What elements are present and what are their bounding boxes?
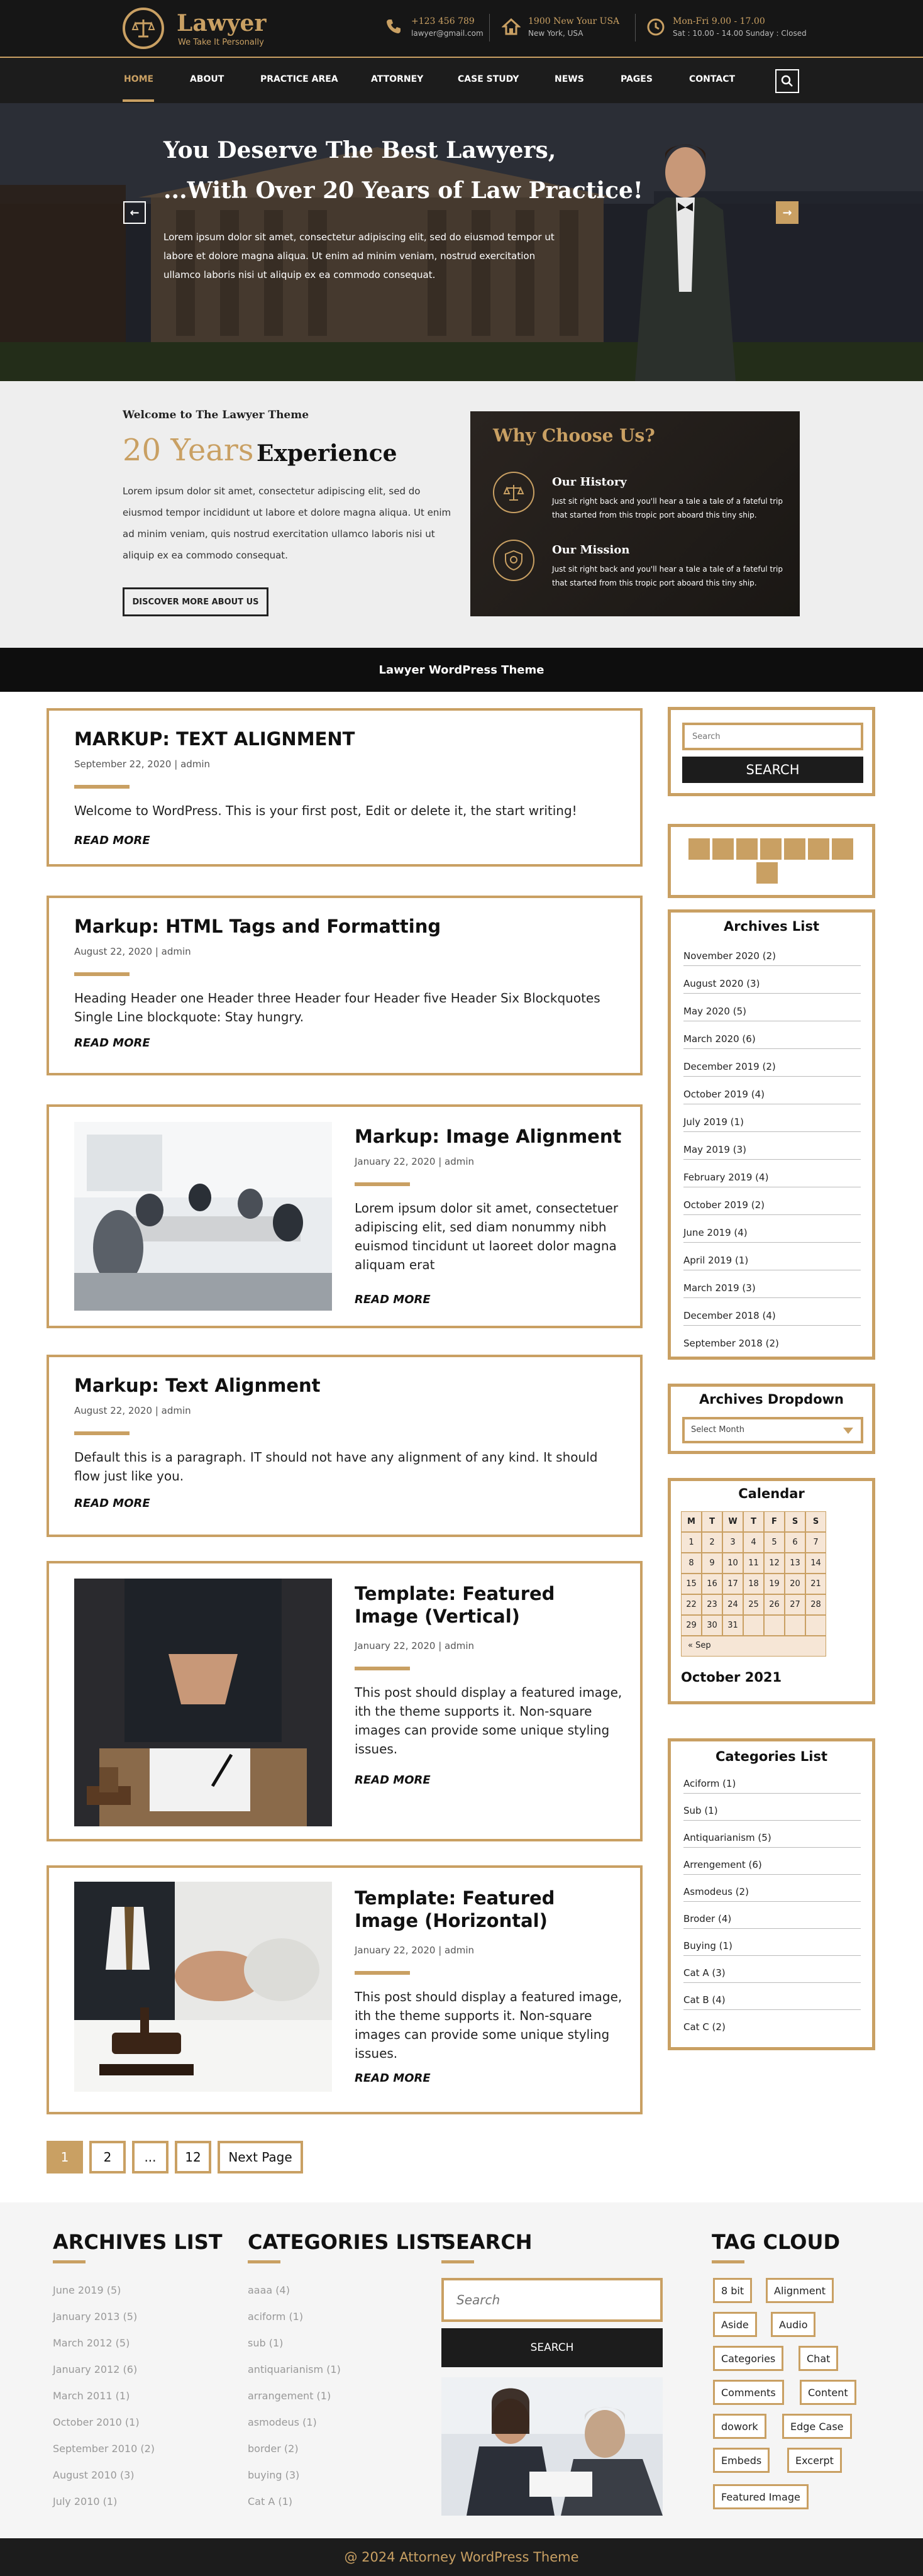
footer-divider [712, 2260, 744, 2263]
sidebar-search-input[interactable] [682, 723, 863, 750]
footer-archive-link[interactable]: October 2010 (1) [53, 2416, 140, 2428]
footer-divider [441, 2260, 474, 2263]
theme-banner: Lawyer WordPress Theme [0, 648, 923, 692]
calendar-day[interactable] [785, 1615, 805, 1636]
read-more-link[interactable]: READ MORE [355, 1774, 431, 1787]
post-title[interactable]: MARKUP: TEXT ALIGNMENT [74, 728, 355, 750]
tag-link[interactable]: Embeds [713, 2448, 770, 2473]
calendar-day[interactable]: 18 [743, 1574, 764, 1594]
post-divider [74, 972, 130, 976]
hero-description: Lorem ipsum dolor sit amet, consectetur adipiscing elit, sed do eiusmod tempor ut labore et dolore magna aliqua. Ut enim ad minim veniam, nostrud exercitation ullamco laboris nisi ut aliquip ex ea commodo consequat. [163, 231, 555, 280]
calendar-day[interactable]: 7 [805, 1532, 826, 1553]
category-link[interactable]: Broder (4) [683, 1913, 861, 1929]
calendar-day[interactable]: 11 [743, 1553, 764, 1574]
slider-next-arrow-icon[interactable]: → [776, 201, 799, 224]
post-meta: August 22, 2020 | admin [74, 1405, 191, 1416]
footer-archive-link[interactable]: January 2012 (6) [53, 2363, 138, 2375]
address-line1: 1900 New Your USA [528, 16, 620, 26]
nav-pages[interactable]: PAGES [621, 74, 653, 84]
calendar-day[interactable]: 14 [805, 1553, 826, 1574]
search-icon [781, 75, 793, 87]
category-link[interactable]: Asmodeus (2) [683, 1886, 861, 1902]
archive-link[interactable]: June 2019 (4) [683, 1227, 861, 1243]
history-text: Just sit right back and you'll hear a tale a tale of a fateful trip that started from this tropic port aboard this tiny ship. [552, 497, 783, 519]
post-meta: January 22, 2020 | admin [355, 1156, 475, 1167]
nav-search-button[interactable] [775, 69, 799, 93]
calendar-weekday: T [702, 1511, 722, 1532]
nav-practice-area[interactable]: PRACTICE AREA [260, 74, 338, 84]
footer-category-link[interactable]: aaaa (4) [248, 2284, 290, 2296]
calendar-day[interactable]: 25 [743, 1594, 764, 1615]
calendar-day[interactable]: 2 [702, 1532, 722, 1553]
gallery-block[interactable] [808, 838, 829, 860]
footer-tags-title: TAG CLOUD [712, 2230, 840, 2254]
history-title: Our History [552, 475, 627, 489]
post-title[interactable]: Markup: Image Alignment [355, 1126, 622, 1147]
calendar-day[interactable]: 20 [785, 1574, 805, 1594]
footer-category-link[interactable]: antiquarianism (1) [248, 2363, 341, 2375]
select-value: Select Month [691, 1425, 744, 1435]
calendar-day[interactable]: 22 [681, 1594, 702, 1615]
shield-icon [493, 540, 534, 581]
footer-category-link[interactable]: asmodeus (1) [248, 2416, 317, 2428]
post-image-handshake[interactable] [74, 1579, 332, 1826]
post-card [47, 1865, 643, 2114]
sidebar-archives-dropdown-widget [668, 1384, 875, 1454]
nav-attorney[interactable]: ATTORNEY [371, 74, 424, 84]
calendar-day[interactable]: 13 [785, 1553, 805, 1574]
clock-icon [646, 18, 666, 38]
scales-of-justice-icon [123, 8, 164, 49]
footer-search-title: SEARCH [441, 2230, 533, 2254]
post-title[interactable]: Markup: Text Alignment [74, 1375, 321, 1396]
tag-link[interactable]: Excerpt [787, 2448, 842, 2473]
footer-archive-link[interactable]: August 2010 (3) [53, 2469, 135, 2481]
categories-title: Categories List [715, 1749, 828, 1764]
calendar-title: Calendar [738, 1486, 805, 1501]
gallery-block[interactable] [712, 838, 734, 860]
post-divider [74, 785, 130, 789]
calendar-day[interactable]: 27 [785, 1594, 805, 1615]
post-meta: January 22, 2020 | admin [355, 1640, 475, 1652]
post-card [47, 1104, 643, 1328]
calendar-caption: October 2021 [681, 1670, 782, 1685]
post-excerpt: This post should display a featured image, ith the theme supports it. Non-square images can provide some unique styling issues. [355, 1989, 622, 2061]
address-line2: New York, USA [528, 29, 583, 38]
footer-archive-link[interactable]: July 2010 (1) [53, 2496, 118, 2507]
post-divider [355, 1971, 410, 1975]
post-image-meeting[interactable] [74, 1122, 332, 1311]
post-card [47, 1561, 643, 1841]
scales-icon [493, 472, 534, 513]
pagination-page-2[interactable]: 2 [89, 2141, 126, 2174]
calendar-day[interactable]: 23 [702, 1594, 722, 1615]
archive-link[interactable]: April 2019 (1) [683, 1255, 861, 1270]
category-link[interactable]: Arrengement (6) [683, 1859, 861, 1875]
post-divider [355, 1182, 410, 1186]
calendar-day[interactable]: 1 [681, 1532, 702, 1553]
footer-archive-link[interactable]: June 2019 (5) [53, 2284, 121, 2296]
home-icon [502, 18, 522, 38]
tag-link[interactable]: Chat [799, 2346, 838, 2371]
tag-link[interactable]: 8 bit [713, 2278, 752, 2303]
tag-link[interactable]: Aside [713, 2312, 757, 2337]
calendar-weekday: M [681, 1511, 702, 1532]
category-link[interactable]: Cat C (2) [683, 2021, 726, 2033]
footer-divider [248, 2260, 280, 2263]
gallery-block[interactable] [832, 838, 853, 860]
post-divider [74, 1431, 130, 1435]
post-meta: September 22, 2020 | admin [74, 758, 211, 770]
phone-icon [385, 18, 405, 38]
divider [635, 14, 636, 42]
about-years: 20 Years [123, 433, 254, 468]
phone-number[interactable]: +123 456 789 [411, 16, 475, 26]
sidebar-calendar-widget [668, 1478, 875, 1704]
calendar-day[interactable]: 3 [722, 1532, 743, 1553]
nav-news[interactable]: NEWS [555, 74, 584, 84]
post-meta: January 22, 2020 | admin [355, 1945, 475, 1956]
hero-title-line2: ...With Over 20 Years of Law Practice! [163, 177, 643, 204]
copyright-bar: @ 2024 Attorney WordPress Theme [0, 2538, 923, 2576]
divider [489, 14, 490, 42]
archive-link[interactable]: May 2019 (3) [683, 1144, 861, 1160]
calendar-day[interactable] [764, 1615, 785, 1636]
tag-link[interactable]: Featured Image [713, 2484, 809, 2509]
sidebar-blocks-widget [668, 824, 875, 898]
category-link[interactable]: Buying (1) [683, 1940, 861, 1956]
calendar-weekday: F [764, 1511, 785, 1532]
tag-link[interactable]: Comments [713, 2380, 784, 2405]
calendar-day[interactable]: 26 [764, 1594, 785, 1615]
calendar-day[interactable]: 10 [722, 1553, 743, 1574]
gallery-block[interactable] [688, 838, 710, 860]
calendar-weekday: T [743, 1511, 764, 1532]
footer-category-link[interactable]: buying (3) [248, 2469, 300, 2481]
sidebar-search-widget [668, 707, 875, 796]
calendar-day[interactable]: 30 [702, 1615, 722, 1636]
about-experience: Experience [257, 440, 397, 467]
archives-select[interactable] [682, 1417, 863, 1443]
calendar-day[interactable]: 19 [764, 1574, 785, 1594]
calendar-day[interactable]: 12 [764, 1553, 785, 1574]
archive-link[interactable]: February 2019 (4) [683, 1172, 861, 1187]
category-link[interactable]: Antiquarianism (5) [683, 1832, 861, 1848]
post-card [47, 896, 643, 1075]
pagination-ellipsis: ... [132, 2141, 169, 2174]
calendar-day[interactable]: 21 [805, 1574, 826, 1594]
pagination-next-page[interactable]: Next Page [218, 2141, 303, 2174]
pagination-page-1[interactable]: 1 [47, 2141, 83, 2174]
read-more-link[interactable]: READ MORE [74, 1036, 150, 1050]
post-excerpt: Default this is a paragraph. IT should not have any alignment of any kind. It should flow just like you. [74, 1450, 598, 1484]
tag-link[interactable]: Categories [713, 2346, 783, 2371]
archives-title: Archives List [723, 919, 820, 934]
archive-link[interactable]: May 2020 (5) [683, 1006, 861, 1021]
nav-active-indicator [123, 99, 154, 102]
main-navigation [0, 57, 923, 103]
archive-link[interactable]: September 2018 (2) [683, 1338, 779, 1349]
chevron-down-icon [843, 1428, 853, 1434]
post-excerpt: This post should display a featured image, ith the theme supports it. Non-square images can provide some unique styling issues. [355, 1685, 622, 1757]
hero-slider [0, 103, 923, 381]
post-excerpt: Heading Header one Header three Header four Header five Header Six Blockquotes Single Line blockquote: Stay hungry. [74, 991, 600, 1024]
discover-more-button[interactable]: DISCOVER MORE ABOUT US [123, 587, 268, 616]
nav-about[interactable]: ABOUT [190, 74, 224, 84]
why-choose-us-panel [470, 411, 800, 616]
gallery-block[interactable] [760, 838, 782, 860]
footer-category-link[interactable]: border (2) [248, 2443, 299, 2455]
post-title[interactable]: Template: Featured Image (Horizontal) [355, 1887, 555, 1931]
post-excerpt: Lorem ipsum dolor sit amet, consectetuer adipiscing elit, sed diam nonummy nibh euismod tincidunt ut laoreet dolor magna aliquam erat [355, 1201, 619, 1272]
archive-link[interactable]: October 2019 (4) [683, 1089, 861, 1104]
calendar-day[interactable]: 15 [681, 1574, 702, 1594]
read-more-link[interactable]: READ MORE [355, 2072, 431, 2085]
calendar-weekday: S [785, 1511, 805, 1532]
calendar-prev-month-link[interactable]: « Sep [681, 1636, 826, 1657]
hero-title-line1: You Deserve The Best Lawyers, [163, 137, 556, 164]
archive-link[interactable]: August 2020 (3) [683, 978, 861, 994]
nav-case-study[interactable]: CASE STUDY [458, 74, 519, 84]
hours-line1: Mon-Fri 9.00 - 17.00 [673, 16, 765, 26]
calendar-day[interactable]: 17 [722, 1574, 743, 1594]
category-link[interactable]: Sub (1) [683, 1805, 861, 1821]
gallery-block[interactable] [784, 838, 805, 860]
sidebar-categories-widget [668, 1738, 875, 2050]
top-header [0, 0, 923, 57]
calendar-day[interactable]: 5 [764, 1532, 785, 1553]
footer-category-link[interactable]: aciform (1) [248, 2311, 304, 2323]
footer-archive-link[interactable]: March 2011 (1) [53, 2390, 130, 2402]
post-meta: August 22, 2020 | admin [74, 946, 191, 957]
category-link[interactable]: Aciform (1) [683, 1778, 861, 1794]
sidebar-archives-widget [668, 909, 875, 1360]
footer-archive-link[interactable]: January 2013 (5) [53, 2311, 138, 2323]
footer-category-link[interactable]: Cat A (1) [248, 2496, 293, 2507]
calendar-day[interactable]: 28 [805, 1594, 826, 1615]
post-title[interactable]: Template: Featured Image (Vertical) [355, 1583, 555, 1627]
nav-home[interactable]: HOME [124, 74, 154, 84]
gallery-block[interactable] [756, 862, 778, 884]
post-title[interactable]: Markup: HTML Tags and Formatting [74, 916, 441, 937]
read-more-link[interactable]: READ MORE [74, 834, 150, 847]
pagination-page-12[interactable]: 12 [175, 2141, 211, 2174]
archive-link[interactable]: November 2020 (2) [683, 950, 861, 966]
logo-tagline: We Take It Personally [178, 38, 264, 47]
footer-search-button[interactable]: SEARCH [441, 2328, 663, 2367]
contact-address [502, 15, 627, 43]
calendar-weekday: W [722, 1511, 743, 1532]
archive-link[interactable]: March 2020 (6) [683, 1033, 861, 1049]
calendar-day[interactable]: 29 [681, 1615, 702, 1636]
archive-link[interactable]: December 2019 (2) [683, 1061, 861, 1077]
nav-contact[interactable]: CONTACT [689, 74, 736, 84]
calendar-day[interactable]: 16 [702, 1574, 722, 1594]
contact-hours [646, 15, 810, 43]
email-address[interactable]: lawyer@gmail.com [411, 29, 484, 38]
tag-link[interactable]: Content [800, 2380, 856, 2405]
about-kicker: Welcome to The Lawyer Theme [123, 409, 309, 421]
tag-link[interactable]: dowork [713, 2414, 766, 2439]
footer-archives-title: ARCHIVES LIST [53, 2230, 223, 2254]
hours-line2: Sat : 10.00 - 14.00 Sunday : Closed [673, 29, 807, 38]
slider-prev-arrow-icon[interactable]: ← [123, 201, 146, 224]
footer-categories-title: CATEGORIES LIST [248, 2230, 445, 2254]
archive-link[interactable]: March 2019 (3) [683, 1282, 861, 1298]
site-logo[interactable] [123, 8, 311, 49]
mission-title: Our Mission [552, 543, 630, 557]
category-link[interactable]: Cat A (3) [683, 1967, 861, 1983]
mission-text: Just sit right back and you'll hear a tale a tale of a fateful trip that started from this tropic port aboard this tiny ship. [552, 565, 783, 587]
read-more-link[interactable]: READ MORE [74, 1497, 150, 1510]
tag-link[interactable]: Alignment [766, 2278, 834, 2303]
calendar-day[interactable]: 8 [681, 1553, 702, 1574]
site-footer [0, 2202, 923, 2538]
tag-link[interactable]: Audio [771, 2312, 815, 2337]
archive-link[interactable]: July 2019 (1) [683, 1116, 861, 1132]
archive-link[interactable]: December 2018 (4) [683, 1310, 861, 1326]
calendar-day[interactable]: 9 [702, 1553, 722, 1574]
calendar-day[interactable]: 4 [743, 1532, 764, 1553]
post-card [47, 708, 643, 867]
calendar-day[interactable]: 6 [785, 1532, 805, 1553]
read-more-link[interactable]: READ MORE [355, 1293, 431, 1306]
footer-archive-link[interactable]: September 2010 (2) [53, 2443, 155, 2455]
calendar-day[interactable] [805, 1615, 826, 1636]
gallery-block[interactable] [736, 838, 758, 860]
footer-divider [53, 2260, 86, 2263]
about-section [0, 381, 923, 648]
footer-archive-link[interactable]: March 2012 (5) [53, 2337, 130, 2349]
post-divider [355, 1667, 410, 1670]
footer-category-link[interactable]: arrangement (1) [248, 2390, 331, 2402]
footer-consultation-image [441, 2377, 663, 2516]
calendar-day[interactable]: 31 [722, 1615, 743, 1636]
about-text: Lorem ipsum dolor sit amet, consectetur adipiscing elit, sed do eiusmod tempor incididunt ut labore et dolore magna aliqua. Ut enim ad minim veniam, quis nostrud exercitation ullamco laboris nisi ut aliquip ex ea commodo consequat. [123, 486, 451, 561]
post-excerpt: Welcome to WordPress. This is your first post, Edit or delete it, the start writing! [74, 803, 577, 818]
footer-category-link[interactable]: sub (1) [248, 2337, 284, 2349]
footer-search-input[interactable] [441, 2278, 663, 2322]
calendar-weekday: S [805, 1511, 826, 1532]
calendar-day[interactable] [743, 1615, 764, 1636]
post-card [47, 1355, 643, 1537]
calendar-day[interactable]: 24 [722, 1594, 743, 1615]
sidebar-search-button[interactable]: SEARCH [682, 757, 863, 783]
why-title: Why Choose Us? [493, 425, 655, 446]
dropdown-title: Archives Dropdown [699, 1392, 844, 1407]
category-link[interactable]: Cat B (4) [683, 1994, 861, 2010]
contact-phone [385, 15, 484, 43]
post-image-gavel[interactable] [74, 1882, 332, 2092]
archive-link[interactable]: October 2019 (2) [683, 1199, 861, 1215]
logo-title: Lawyer [177, 10, 267, 36]
tag-link[interactable]: Edge Case [782, 2414, 852, 2439]
